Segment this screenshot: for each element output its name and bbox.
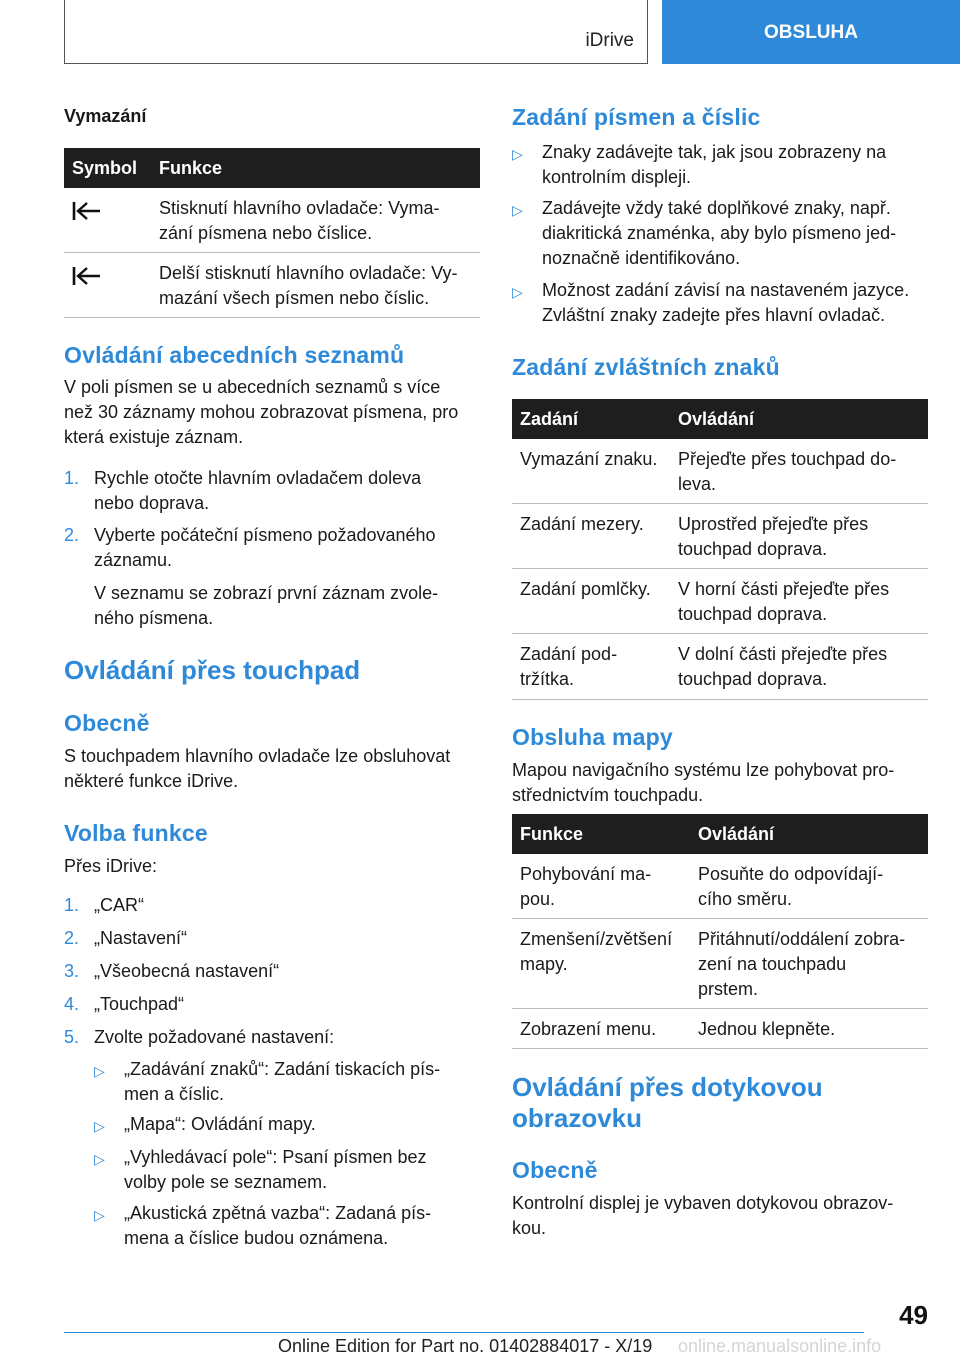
volba-sub-item: „Zadávání znaků“: Zadání tiskacích pís- men a číslic. xyxy=(124,1059,441,1104)
header-section-title: iDrive xyxy=(585,30,634,51)
col-header-ovladani: Ovládání xyxy=(698,824,775,844)
abc-heading: Ovládání abecedních seznamů xyxy=(64,342,405,368)
footer-divider xyxy=(64,1332,864,1333)
step-number: 1. xyxy=(64,895,80,915)
zadani-bullet: Možnost zadání závisí na nastaveném jazyce. Zvláštní znaky zadejte přes hlavní ovladač. xyxy=(542,280,910,325)
volba-step: „CAR“ xyxy=(94,895,144,915)
table-header xyxy=(512,399,928,439)
abc-step-note: V seznamu se zobrazí první záznam zvole- ného písmena. xyxy=(94,583,439,628)
footer-edition: Online Edition for Part no. 01402884017 - X/19 xyxy=(278,1336,653,1356)
volba-step: „Všeobecná nastavení“ xyxy=(94,961,280,981)
table-row xyxy=(512,854,928,919)
row-input: Zadání mezery. xyxy=(520,514,644,534)
zadani-bullet: Zadávejte vždy také doplňkové znaky, např. diakritická znaménka, aby bylo písmeno jed- noznačně identifikováno. xyxy=(542,198,897,268)
obecne-paragraph: S touchpadem hlavního ovladače lze obsluhovat některé funkce iDrive. xyxy=(64,746,451,791)
step-number: 2. xyxy=(64,525,80,545)
volba-step: „Touchpad“ xyxy=(94,994,185,1014)
touchpad-heading: Ovládání přes touchpad xyxy=(64,655,361,685)
table-row xyxy=(512,634,928,700)
bullet-icon: ▷ xyxy=(94,1207,105,1223)
header-tab-obsluha[interactable] xyxy=(662,0,960,64)
volba-sub-item: „Mapa“: Ovládání mapy. xyxy=(124,1114,316,1134)
table-header xyxy=(512,814,928,854)
delete-table xyxy=(64,148,480,318)
step-number: 1. xyxy=(64,468,80,488)
row-input: Vymazání znaku. xyxy=(520,449,658,469)
mapa-heading: Obsluha mapy xyxy=(512,724,673,750)
table-row xyxy=(512,439,928,504)
row-input: Zadání pomlčky. xyxy=(520,579,651,599)
table-row xyxy=(512,919,928,1009)
special-heading: Zadání zvláštních znaků xyxy=(512,354,780,380)
step-number: 3. xyxy=(64,961,80,981)
row-control: Přitáhnutí/oddálení zobra- zení na touchpadu prstem. xyxy=(698,929,906,999)
abc-step-2: Vyberte počáteční písmeno požadovaného záznamu. xyxy=(94,525,436,570)
step-number: 2. xyxy=(64,928,80,948)
volba-step: „Nastavení“ xyxy=(94,928,188,948)
vymazani-title: Vymazání xyxy=(64,106,147,126)
table-header xyxy=(64,148,480,188)
row-control: Uprostřed přejeďte přes touchpad doprava. xyxy=(678,514,869,559)
row-control: Přejeďte přes touchpad do- leva. xyxy=(678,449,897,494)
dotyk-obecne-heading: Obecně xyxy=(512,1157,598,1183)
zadani-bullet: Znaky zadávejte tak, jak jsou zobrazeny na kontrolním displeji. xyxy=(542,142,887,187)
col-header-ovladani: Ovládání xyxy=(678,409,755,429)
table-row xyxy=(512,1009,928,1049)
row-function: Stisknutí hlavního ovladače: Vyma- zání písmena nebo číslice. xyxy=(159,198,440,243)
zadani-heading: Zadání písmen a číslic xyxy=(512,104,761,130)
footer-watermark: online.manualsonline.info xyxy=(678,1336,882,1356)
bullet-icon: ▷ xyxy=(94,1118,105,1134)
header-frame xyxy=(64,0,648,64)
row-control: V dolní části přejeďte přes touchpad doprava. xyxy=(678,644,888,689)
col-header-symbol: Symbol xyxy=(72,158,138,178)
special-table xyxy=(512,399,928,700)
header-tab-label: OBSLUHA xyxy=(764,22,858,43)
row-function: Zobrazení menu. xyxy=(520,1019,657,1039)
bullet-icon: ▷ xyxy=(512,284,523,300)
dotyk-paragraph: Kontrolní displej je vybaven dotykovou obrazov- kou. xyxy=(512,1193,894,1238)
delete-back-icon xyxy=(72,200,102,229)
abc-step-1: Rychle otočte hlavním ovladačem doleva nebo doprava. xyxy=(94,468,422,513)
mapa-paragraph: Mapou navigačního systému lze pohybovat pro- střednictvím touchpadu. xyxy=(512,760,895,805)
table-row xyxy=(64,188,480,253)
col-header-funkce: Funkce xyxy=(159,158,223,178)
step-number: 5. xyxy=(64,1027,80,1047)
table-row xyxy=(512,569,928,634)
row-control: V horní části přejeďte přes touchpad doprava. xyxy=(678,579,890,624)
volba-paragraph: Přes iDrive: xyxy=(64,856,158,876)
row-function: Pohybování ma- pou. xyxy=(520,864,652,909)
step-number: 4. xyxy=(64,994,80,1014)
dotyk-heading: Ovládání přes dotykovou obrazovku xyxy=(512,1072,823,1133)
row-control: Jednou klepněte. xyxy=(698,1019,836,1039)
abc-paragraph: V poli písmen se u abecedních seznamů s více než 30 záznamy mohou zobrazovat písmena, pro která existuje záznam. xyxy=(64,377,459,447)
bullet-icon: ▷ xyxy=(94,1063,105,1079)
obecne-heading: Obecně xyxy=(64,710,150,736)
row-function: Delší stisknutí hlavního ovladače: Vy- mazání všech písmen nebo číslic. xyxy=(159,263,458,308)
mapa-table xyxy=(512,814,928,1049)
volba-sub-item: „Vyhledávací pole“: Psaní písmen bez volby pole se seznamem. xyxy=(124,1147,427,1192)
table-row xyxy=(512,504,928,569)
table-row xyxy=(64,253,480,318)
col-header-funkce: Funkce xyxy=(520,824,584,844)
volba-sub-item: „Akustická zpětná vazba“: Zadaná pís- mena a číslice budou oznámena. xyxy=(124,1203,432,1248)
page-number: 49 xyxy=(899,1300,928,1330)
row-control: Posuňte do odpovídají- cího směru. xyxy=(698,864,884,909)
col-header-zadani: Zadání xyxy=(520,409,579,429)
volba-step: Zvolte požadované nastavení: xyxy=(94,1027,335,1047)
bullet-icon: ▷ xyxy=(94,1151,105,1167)
bullet-icon: ▷ xyxy=(512,146,523,162)
row-function: Zmenšení/zvětšení mapy. xyxy=(520,929,673,974)
delete-back-icon xyxy=(72,265,102,294)
bullet-icon: ▷ xyxy=(512,202,523,218)
volba-heading: Volba funkce xyxy=(64,820,208,846)
row-input: Zadání pod- tržítka. xyxy=(520,644,618,689)
